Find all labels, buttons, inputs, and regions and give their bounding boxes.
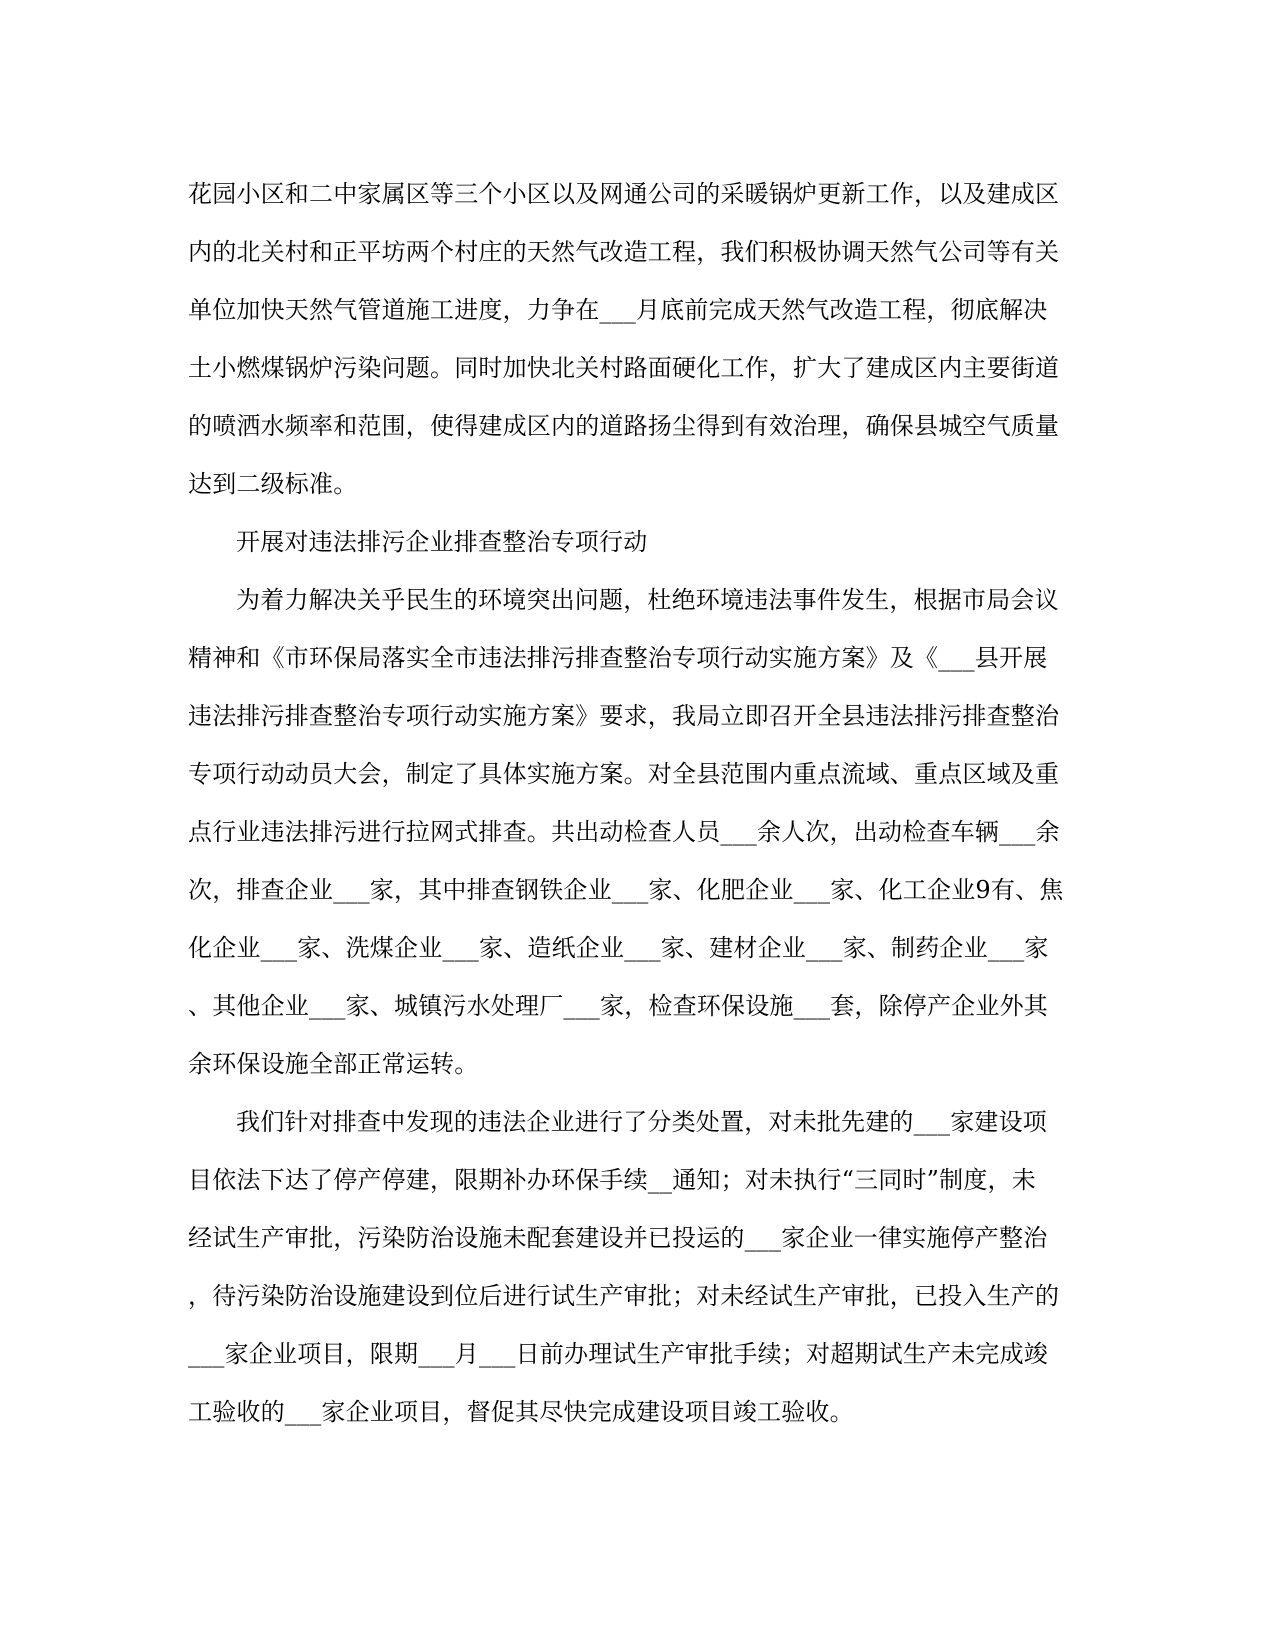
text-line: 工验收的___家企业项目，督促其尽快完成建设项目竣工验收。 xyxy=(188,1398,854,1426)
text-line: 内的北关村和正平坊两个村庄的天然气改造工程，我们积极协调天然气公司等有关 xyxy=(188,238,1060,266)
text-line: 化企业___家、洗煤企业___家、造纸企业___家、建材企业___家、制药企业___家 xyxy=(188,934,1049,962)
document-body xyxy=(188,165,1088,1441)
text-line: 目依法下达了停产停建，限期补办环保手续__通知；对未执行“三同时”制度，未 xyxy=(188,1166,1036,1194)
section-heading: 开展对违法排污企业排查整治专项行动 xyxy=(236,528,648,556)
text-line: 违法排污排查整治专项行动实施方案》要求，我局立即召开全县违法排污排查整治 xyxy=(188,702,1060,730)
text-line: 经试生产审批，污染防治设施未配套建设并已投运的___家企业一律实施停产整治 xyxy=(188,1224,1048,1252)
text-line: 单位加快天然气管道施工进度，力争在___月底前完成天然气改造工程，彻底解决 xyxy=(188,296,1048,324)
text-line: 的喷洒水频率和范围，使得建成区内的道路扬尘得到有效治理，确保县城空气质量 xyxy=(188,412,1060,440)
text-line: 、其他企业___家、城镇污水处理厂___家，检查环保设施___套，除停产企业外其 xyxy=(188,992,1048,1020)
text-line: 花园小区和二中家属区等三个小区以及网通公司的采暖锅炉更新工作，以及建成区 xyxy=(188,180,1060,208)
text-line: 余环保设施全部正常运转。 xyxy=(188,1050,479,1078)
text-line: 精神和《市环保局落实全市违法排污排查整治专项行动实施方案》及《___县开展 xyxy=(188,644,1048,672)
text-line: 次，排查企业___家，其中排查钢铁企业___家、化肥企业___家、化工企业9有、焦 xyxy=(188,876,1064,904)
text-line: ，待污染防治设施建设到位后进行试生产审批；对未经试生产审批，已投入生产的 xyxy=(188,1282,1060,1310)
text-line: 达到二级标准。 xyxy=(188,470,358,498)
text-line: 点行业违法排污进行拉网式排查。共出动检查人员___余人次，出动检查车辆___余 xyxy=(188,818,1060,846)
text-line: 为着力解决关乎民生的环境突出问题，杜绝环境违法事件发生，根据市局会议 xyxy=(236,586,1059,614)
text-line: ___家企业项目，限期___月___日前办理试生产审批手续；对超期试生产未完成竣 xyxy=(188,1340,1048,1368)
text-line: 专项行动动员大会，制定了具体实施方案。对全县范围内重点流域、重点区域及重 xyxy=(188,760,1060,788)
text-line: 我们针对排查中发现的违法企业进行了分类处置，对未批先建的___家建设项 xyxy=(236,1108,1047,1136)
text-line: 土小燃煤锅炉污染问题。同时加快北关村路面硬化工作，扩大了建成区内主要街道 xyxy=(188,354,1060,382)
